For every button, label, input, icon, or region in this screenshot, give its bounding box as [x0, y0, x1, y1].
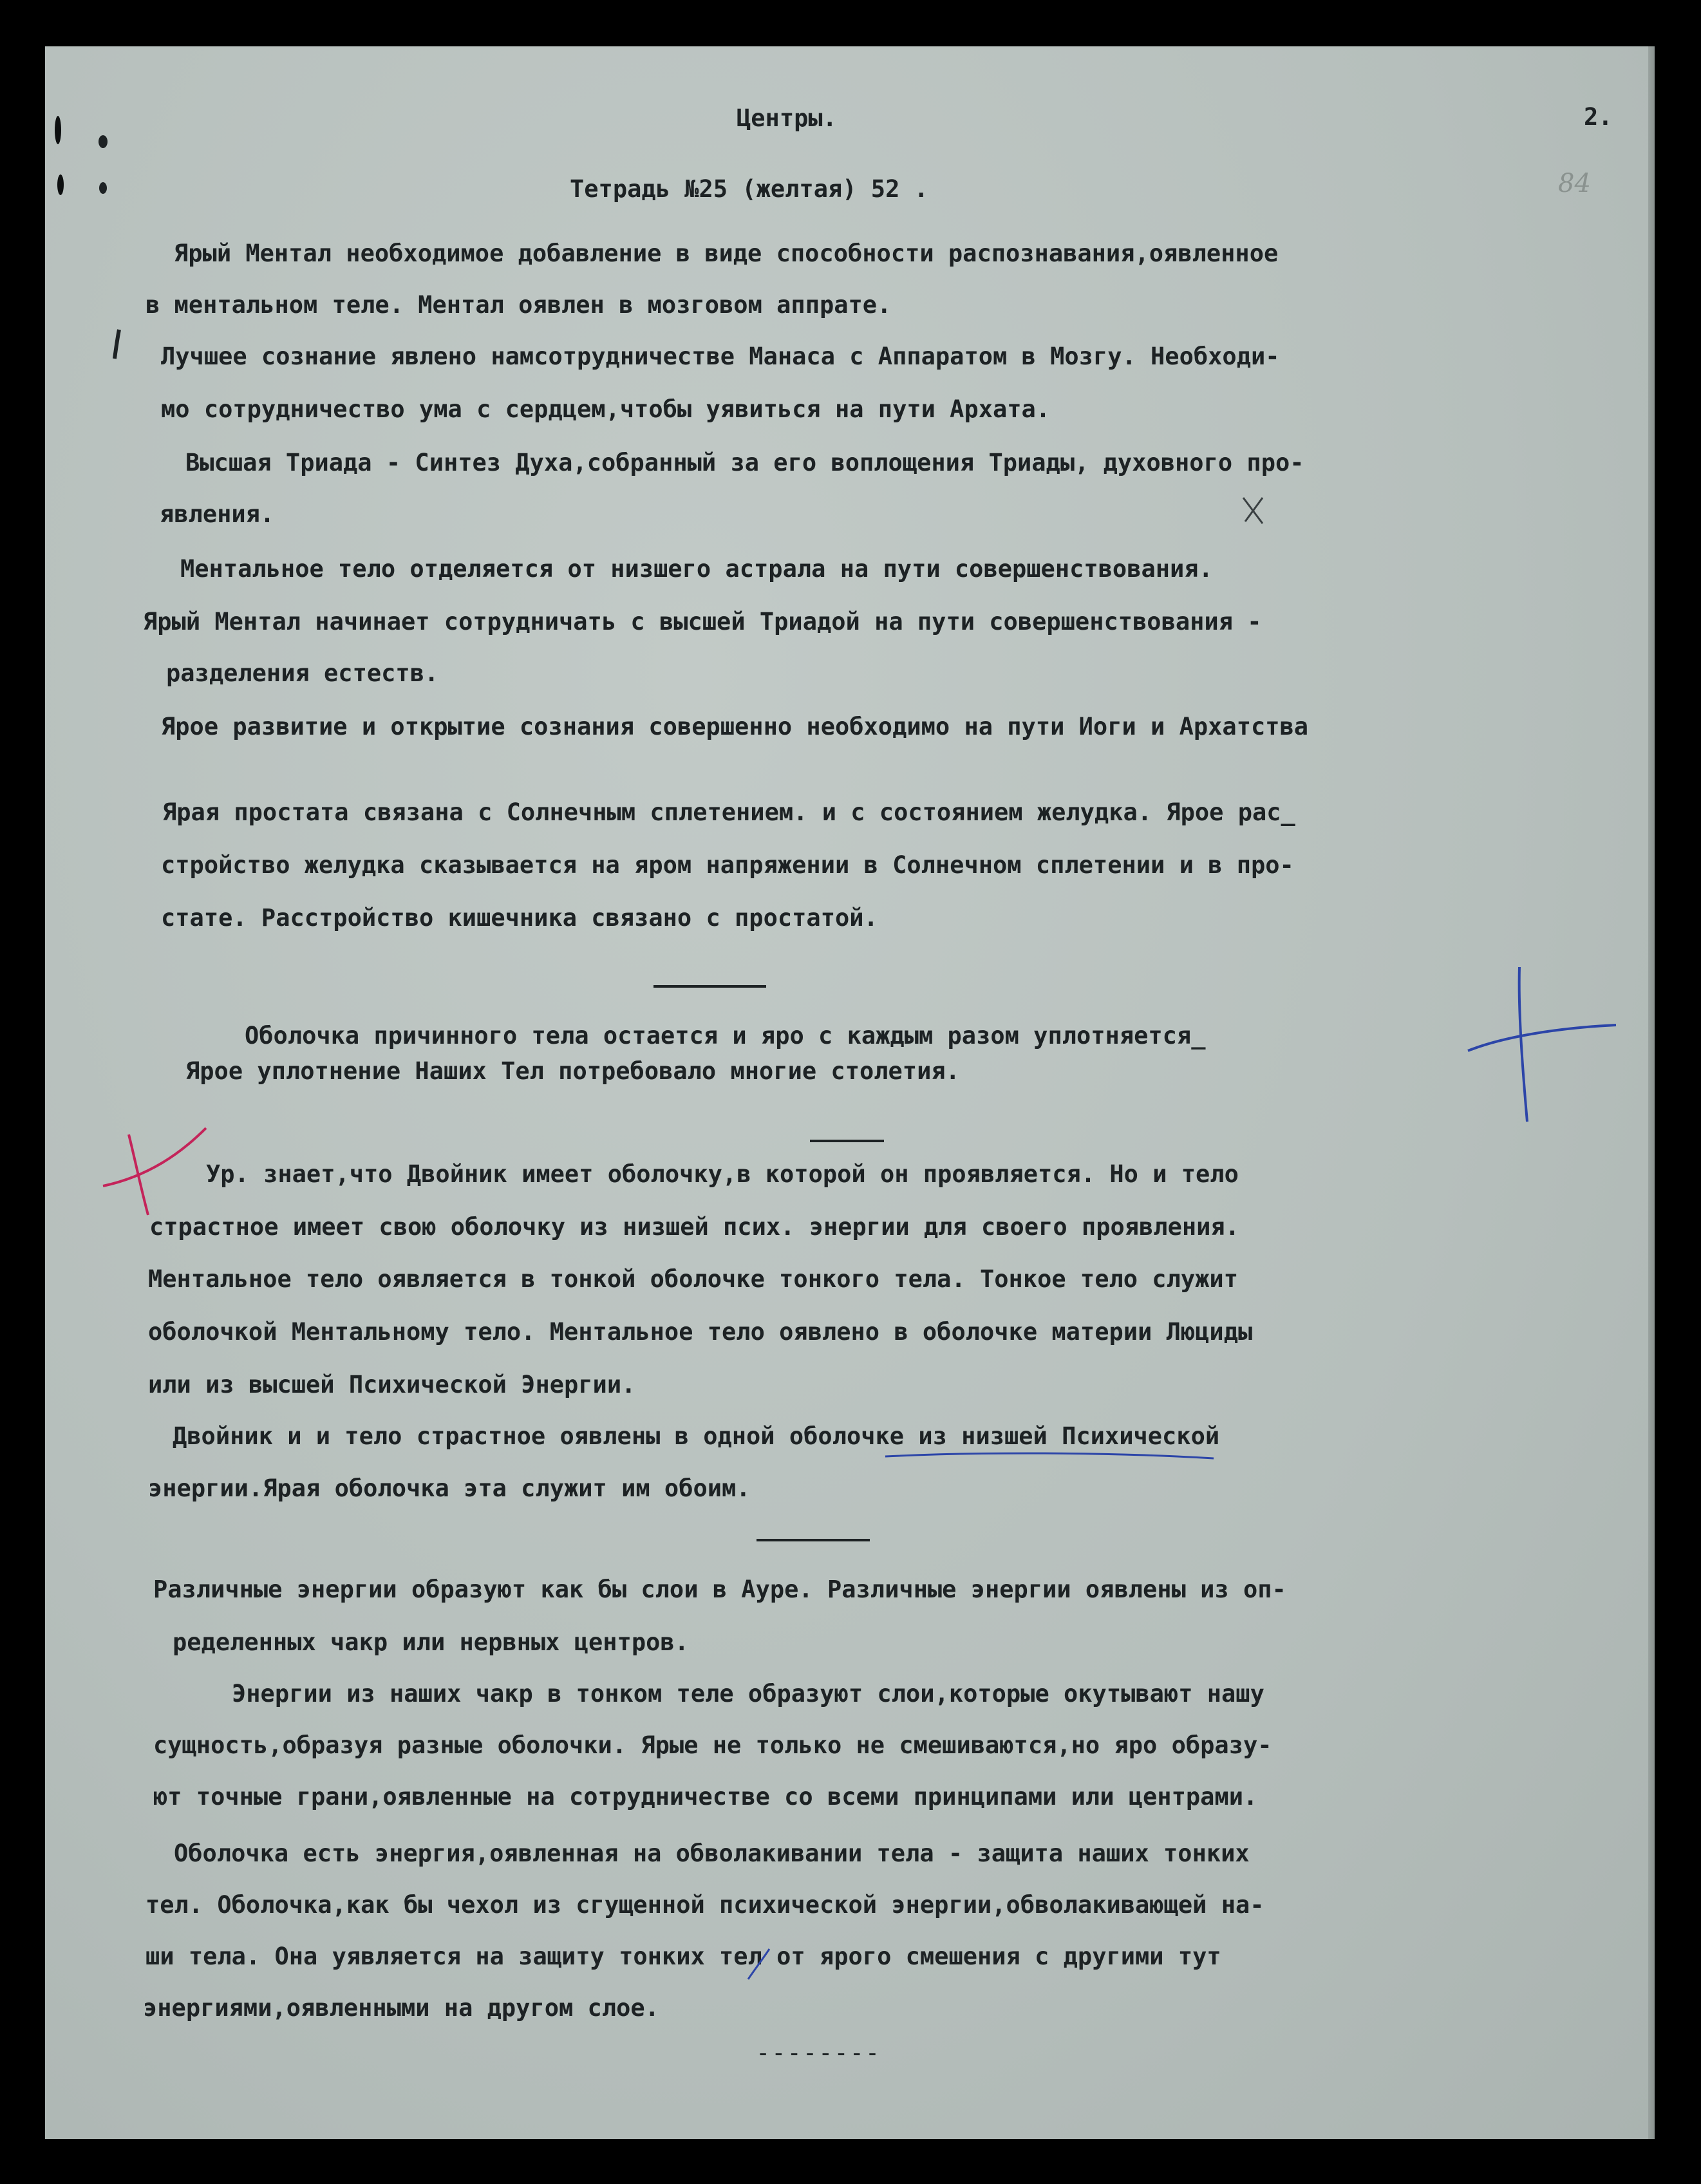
text-line: Ментальное тело оявляется в тонкой оболочке тонкого тела. Тонкое тело служит [148, 1265, 1238, 1293]
text-line: явления. [160, 500, 275, 528]
text-line: Оболочка есть энергия,оявленная на обволакивании тела - защита наших тонких [174, 1840, 1250, 1867]
text-line: в ментальном теле. Ментал оявлен в мозговом аппрате. [146, 291, 892, 319]
text-line: страстное имеет свою оболочку из низшей псих. энергии для своего проявления. [149, 1213, 1239, 1241]
text-line: Энергии из наших чакр в тонком теле образуют слои,которые окутывают нашу [232, 1680, 1264, 1708]
end-mark: -------- [756, 2039, 881, 2067]
text-line: мо сотрудничество ума с сердцем,чтобы уявиться на пути Архата. [161, 395, 1051, 423]
notebook-subtitle: Тетрадь №25 (желтая) 52 . [570, 175, 928, 203]
text-line: ши тела. Она уявляется на защиту тонких тел от ярого смешения с другими тут [146, 1943, 1221, 1970]
section-divider [757, 1539, 870, 1541]
red-pencil-mark-icon [90, 1115, 232, 1231]
text-line: сущность,образуя разные оболочки. Ярые не только не смешиваются,но яро образу- [153, 1731, 1272, 1759]
text-line: ют точные грани,оявленные на сотрудничестве со всеми принципами или центрами. [153, 1783, 1258, 1811]
text-line: Ярая простата связана с Солнечным сплетением. и с состоянием желудка. Ярое рас_ [162, 798, 1295, 826]
text-line: стройство желудка сказывается на яром напряжении в Солнечном сплетении и в про- [161, 851, 1294, 879]
text-line: Ярый Ментал начинает сотрудничать с высшей Триадой на пути совершенствования - [143, 608, 1262, 635]
text-line: Ярый Ментал необходимое добавление в виде способности распознавания,оявленное [174, 240, 1279, 267]
text-line: энергии.Ярая оболочка эта служит им обоим. [148, 1474, 751, 1502]
text-line: тел. Оболочка,как бы чехол из сгущенной психической энергии,обволакивающей на- [146, 1891, 1264, 1919]
text-line: Двойник и и тело страстное оявлены в одной оболочке из низшей Психической [173, 1422, 1220, 1450]
text-line: стате. Расстройство кишечника связано с простатой. [161, 904, 878, 932]
text-line: Различные энергии образуют как бы слои в Ауре. Различные энергии оявлены из оп- [153, 1576, 1286, 1603]
binding-mark-icon [45, 91, 122, 362]
blue-pencil-mark-icon [1461, 961, 1629, 1141]
blue-underline-icon [882, 1447, 1217, 1466]
text-line: Ментальное тело отделяется от низшего астрала на пути совершенствования. [180, 555, 1213, 583]
text-line: энергиями,оявленными на другом слое. [143, 1994, 659, 2022]
text-line: Лучшее сознание явлено намсотрудничестве Манаса с Аппаратом в Мозгу. Необходи- [161, 343, 1280, 370]
text-line: ределенных чакр или нервных центров. [173, 1628, 689, 1656]
text-line: Ярое развитие и открытие сознания совершенно необходимо на пути Иоги и Архатства [161, 713, 1309, 740]
page-edge [1648, 46, 1655, 2139]
correction-mark-icon [1240, 494, 1266, 527]
text-line: или из высшей Психической Энергии. [148, 1371, 636, 1398]
section-divider [653, 985, 766, 988]
text-line: Оболочка причинного тела остается и яро с каждым разом уплотняется_ [245, 1022, 1206, 1050]
archive-mark: 84 [1558, 169, 1591, 198]
text-line: Ур. знает,что Двойник имеет оболочку,в которой он проявляется. Но и тело [206, 1160, 1239, 1188]
document-page [45, 46, 1655, 2139]
page-number: 2. [1584, 103, 1613, 131]
text-line: оболочкой Ментальному тело. Ментальное тело оявлено в оболочке материи Люциды [148, 1318, 1253, 1346]
text-line: разделения естеств. [166, 659, 439, 687]
correction-mark-icon [740, 1946, 779, 1984]
page-title: Центры. [737, 104, 837, 132]
text-line: Высшая Триада - Синтез Духа,собранный за его воплощения Триады, духовного про- [185, 449, 1304, 476]
text-line: Ярое уплотнение Наших Тел потребовало многие столетия. [185, 1057, 960, 1085]
section-divider [810, 1140, 884, 1142]
